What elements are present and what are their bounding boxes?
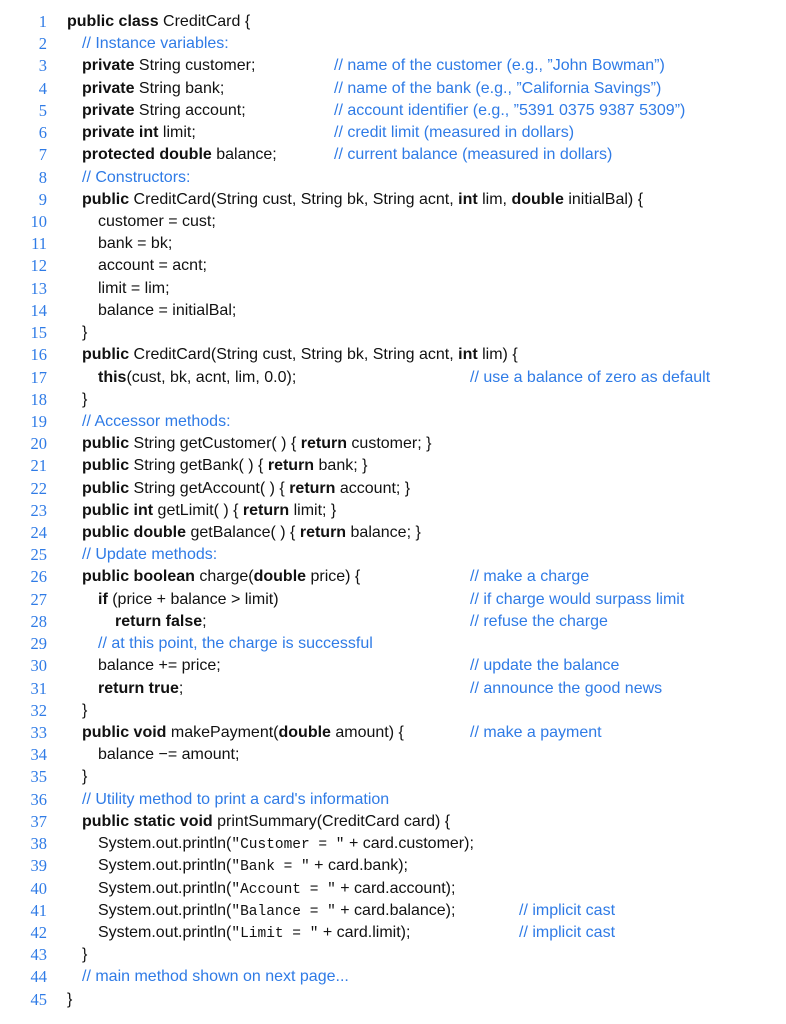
trailing-comment: // implicit cast (519, 923, 616, 941)
code-token: CreditCard { (158, 13, 251, 30)
keyword: public void (82, 724, 167, 741)
code-line (0, 389, 786, 411)
line-number: 13 (30, 278, 47, 298)
keyword: public (82, 457, 130, 475)
code-line (0, 744, 786, 766)
code-text (82, 966, 349, 988)
code-token: makePayment( (166, 724, 279, 741)
code-token: System.out.println( (98, 923, 232, 941)
line-number: 3 (38, 56, 47, 76)
code-token: System.out.println( (98, 835, 232, 853)
code-text (82, 700, 87, 722)
trailing-comment: // current balance (measured in dollars) (334, 146, 613, 164)
code-text (82, 144, 277, 166)
code-line (0, 78, 786, 100)
code-token: charge( (194, 568, 254, 586)
code-token: ; (178, 679, 184, 697)
code-token: } (82, 390, 88, 408)
trailing-comment: // account identifier (e.g., ”5391 0375 9387 5309”) (334, 101, 686, 119)
trailing-comment: // announce the good news (470, 679, 663, 697)
keyword: public (82, 190, 130, 208)
code-line (0, 989, 786, 1011)
code-text (82, 78, 224, 100)
code-line (0, 766, 786, 788)
line-number: 17 (30, 367, 47, 387)
line-number: 22 (30, 478, 47, 498)
line-number: 5 (38, 100, 47, 120)
line-number: 16 (30, 345, 47, 365)
code-text (98, 300, 236, 322)
code-token: balance += price; (98, 657, 221, 675)
keyword: return (242, 501, 290, 519)
line-number: 44 (30, 967, 47, 987)
code-line (0, 55, 786, 77)
code-line (0, 100, 786, 122)
code-token: CreditCard(String cust, String bk, String acnt, (129, 190, 459, 208)
code-line (0, 278, 786, 300)
code-line (0, 944, 786, 966)
code-token: + card.limit); (318, 923, 411, 941)
code-line (0, 255, 786, 277)
code-token: limit; } (289, 501, 337, 519)
line-number: 25 (30, 545, 47, 565)
code-token: bank; } (314, 457, 368, 475)
code-token: String getBank( ) { (129, 457, 268, 475)
keyword: return true (98, 679, 179, 697)
line-number: 1 (38, 12, 47, 31)
line-number: 19 (30, 411, 47, 431)
code-line (0, 11, 786, 33)
code-line (0, 678, 786, 700)
inline-comment: // Instance variables: (82, 35, 229, 53)
keyword: public (82, 435, 130, 453)
keyword: public static void (82, 812, 213, 830)
code-token: getBalance( ) { (186, 524, 300, 542)
line-number: 9 (38, 189, 47, 209)
trailing-comment: // credit limit (measured in dollars) (334, 124, 575, 142)
inline-comment: // Accessor methods: (82, 412, 231, 430)
code-line (0, 189, 786, 211)
code-line (0, 544, 786, 566)
line-number: 18 (30, 389, 47, 409)
string-literal: "Limit = " (231, 925, 319, 942)
code-line (0, 966, 786, 988)
code-text (82, 33, 229, 55)
code-text (98, 833, 474, 856)
code-token: account; } (335, 479, 411, 497)
line-number: 24 (30, 523, 47, 543)
code-line (0, 566, 786, 588)
line-number: 41 (30, 900, 47, 920)
code-line (0, 722, 786, 744)
code-text (67, 11, 250, 33)
code-token: printSummary(CreditCard card) { (212, 812, 451, 830)
code-text (98, 855, 408, 878)
code-line (0, 789, 786, 811)
line-number: 39 (30, 856, 47, 876)
code-token: } (67, 990, 73, 1008)
code-token: initialBal) { (563, 190, 644, 208)
code-text (82, 722, 404, 744)
inline-comment: // Utility method to print a card's information (82, 790, 390, 808)
line-number: 45 (30, 989, 47, 1009)
keyword: return (289, 479, 336, 497)
code-line (0, 411, 786, 433)
keyword: public int (82, 501, 154, 519)
code-text (98, 211, 216, 233)
keyword: double (253, 568, 307, 586)
line-number: 42 (30, 922, 47, 942)
keyword: private (82, 57, 135, 75)
code-token: balance; } (346, 524, 421, 542)
code-token: price) { (306, 568, 361, 586)
keyword: private (82, 101, 135, 119)
code-line (0, 167, 786, 189)
code-line (0, 500, 786, 522)
line-number: 23 (30, 500, 47, 520)
trailing-comment: // make a payment (470, 724, 602, 741)
code-line (0, 589, 786, 611)
code-token: + card.customer); (344, 835, 474, 853)
code-line (0, 522, 786, 544)
code-token: String customer; (134, 57, 256, 75)
code-token: + card.balance); (335, 901, 456, 919)
trailing-comment: // implicit cast (519, 901, 616, 919)
code-text (82, 944, 87, 966)
line-number: 4 (38, 78, 47, 98)
trailing-comment: // use a balance of zero as default (470, 368, 711, 386)
code-token: account = acnt; (98, 257, 207, 275)
code-text (98, 367, 296, 389)
code-token: System.out.println( (98, 879, 232, 897)
code-token: } (82, 946, 88, 964)
code-token: String account; (134, 101, 246, 119)
trailing-comment: // if charge would surpass limit (470, 590, 685, 608)
code-token: balance −= amount; (98, 746, 240, 764)
trailing-comment: // name of the customer (e.g., ”John Bowman”) (334, 57, 665, 75)
line-number: 8 (38, 167, 47, 187)
code-text (98, 678, 183, 700)
code-text (82, 500, 336, 522)
code-line (0, 233, 786, 255)
code-text (98, 233, 172, 255)
keyword: int (458, 346, 478, 364)
line-number: 7 (38, 145, 47, 165)
line-number: 28 (30, 611, 47, 631)
code-line (0, 455, 786, 477)
code-text (82, 411, 231, 433)
line-number: 37 (30, 811, 47, 831)
code-text (82, 344, 518, 366)
code-text (98, 255, 207, 277)
trailing-comment: // refuse the charge (470, 612, 608, 630)
code-token: String getCustomer( ) { (129, 435, 301, 453)
code-text (82, 100, 246, 122)
code-token: + card.account); (335, 879, 456, 897)
code-text (82, 122, 196, 144)
code-line (0, 922, 786, 944)
line-number: 6 (38, 123, 47, 143)
keyword: return (299, 524, 347, 542)
line-number: 10 (30, 211, 47, 231)
code-text (115, 611, 207, 633)
inline-comment: // Update methods: (82, 546, 218, 564)
code-line (0, 811, 786, 833)
code-text (82, 789, 389, 811)
code-token: String bank; (134, 79, 225, 97)
code-token: bank = bk; (98, 235, 173, 253)
code-text (82, 522, 421, 544)
code-listing (0, 11, 786, 1011)
code-text (67, 989, 72, 1011)
line-number: 11 (31, 234, 47, 254)
code-line (0, 633, 786, 655)
keyword: return (300, 435, 347, 453)
keyword: public class (67, 13, 159, 30)
string-literal: "Customer = " (231, 837, 345, 854)
code-text (82, 322, 87, 344)
code-line (0, 322, 786, 344)
code-text (82, 433, 431, 455)
code-line (0, 478, 786, 500)
code-line (0, 900, 786, 922)
trailing-comment: // update the balance (470, 657, 620, 675)
string-literal: "Bank = " (231, 859, 310, 876)
code-line (0, 33, 786, 55)
keyword: return false (115, 612, 203, 630)
line-number: 29 (30, 634, 47, 654)
code-text (82, 167, 190, 189)
keyword: public (82, 479, 130, 497)
code-text (82, 766, 87, 788)
keyword: public boolean (82, 568, 195, 586)
code-line (0, 344, 786, 366)
string-literal: "Account = " (231, 881, 336, 898)
line-number: 36 (30, 789, 47, 809)
line-number: 21 (30, 456, 47, 476)
code-text (82, 455, 367, 477)
code-text (82, 478, 410, 500)
line-number: 30 (30, 656, 47, 676)
code-text (98, 900, 455, 923)
code-line (0, 122, 786, 144)
code-token: CreditCard(String cust, String bk, String acnt, (129, 346, 459, 364)
code-token: limit = lim; (98, 279, 170, 297)
code-token: (cust, bk, acnt, lim, 0.0); (126, 368, 297, 386)
keyword: int (458, 190, 478, 208)
code-line (0, 655, 786, 677)
code-line (0, 433, 786, 455)
code-token: lim) { (477, 346, 518, 364)
keyword: public (82, 346, 130, 364)
trailing-comment: // name of the bank (e.g., ”California Savings”) (334, 79, 662, 97)
code-line (0, 144, 786, 166)
code-text (98, 922, 410, 945)
code-text (82, 389, 87, 411)
line-number: 34 (30, 745, 47, 765)
code-token: balance = initialBal; (98, 301, 237, 319)
code-line (0, 878, 786, 900)
code-text (98, 655, 221, 677)
line-number: 14 (30, 300, 47, 320)
code-line (0, 611, 786, 633)
line-number: 2 (38, 34, 47, 54)
trailing-comment: // make a charge (470, 568, 590, 586)
inline-comment: // Constructors: (82, 168, 191, 186)
code-line (0, 700, 786, 722)
line-number: 15 (30, 323, 47, 343)
keyword: if (98, 590, 108, 608)
string-literal: "Balance = " (231, 903, 336, 920)
keyword: return (267, 457, 315, 475)
code-line (0, 211, 786, 233)
code-token: lim, (477, 190, 512, 208)
code-line (0, 855, 786, 877)
line-number: 35 (30, 767, 47, 787)
line-number: 12 (30, 256, 47, 276)
code-token: System.out.println( (98, 857, 232, 875)
code-text (82, 544, 217, 566)
code-text (98, 278, 170, 300)
code-token: + card.bank); (309, 857, 408, 875)
line-number: 43 (30, 945, 47, 965)
keyword: double (278, 724, 331, 741)
line-number: 38 (30, 834, 47, 854)
code-token: customer; } (346, 435, 432, 453)
code-text (98, 744, 239, 766)
code-text (98, 589, 279, 611)
code-line (0, 300, 786, 322)
keyword: protected double (82, 146, 212, 164)
line-number: 27 (30, 589, 47, 609)
line-number: 40 (30, 878, 47, 898)
code-token: amount) { (330, 724, 404, 741)
keyword: double (511, 190, 564, 208)
code-line (0, 833, 786, 855)
inline-comment: // at this point, the charge is successful (98, 635, 373, 653)
keyword: private int (82, 124, 159, 142)
code-token: (price + balance > limit) (107, 590, 279, 608)
code-token: ; (202, 612, 207, 630)
code-text (98, 633, 373, 655)
code-token: System.out.println( (98, 901, 232, 919)
keyword: public double (82, 524, 186, 542)
code-text (82, 189, 643, 211)
line-number: 33 (30, 723, 47, 742)
code-text (82, 566, 360, 588)
line-number: 20 (30, 434, 47, 454)
keyword: this (98, 368, 127, 386)
line-number: 32 (30, 700, 47, 720)
code-token: limit; (158, 124, 196, 142)
code-line (0, 367, 786, 389)
line-number: 26 (30, 567, 47, 587)
code-text (98, 878, 455, 901)
inline-comment: // main method shown on next page... (82, 968, 349, 986)
code-text (82, 55, 255, 77)
keyword: private (82, 79, 135, 97)
code-token: customer = cust; (98, 212, 216, 230)
code-token: } (82, 701, 88, 719)
code-token: } (82, 768, 88, 786)
code-token: } (82, 324, 88, 342)
code-token: balance; (211, 146, 277, 164)
code-token: String getAccount( ) { (129, 479, 290, 497)
line-number: 31 (30, 678, 47, 698)
code-token: getLimit( ) { (153, 501, 243, 519)
code-text (82, 811, 450, 833)
